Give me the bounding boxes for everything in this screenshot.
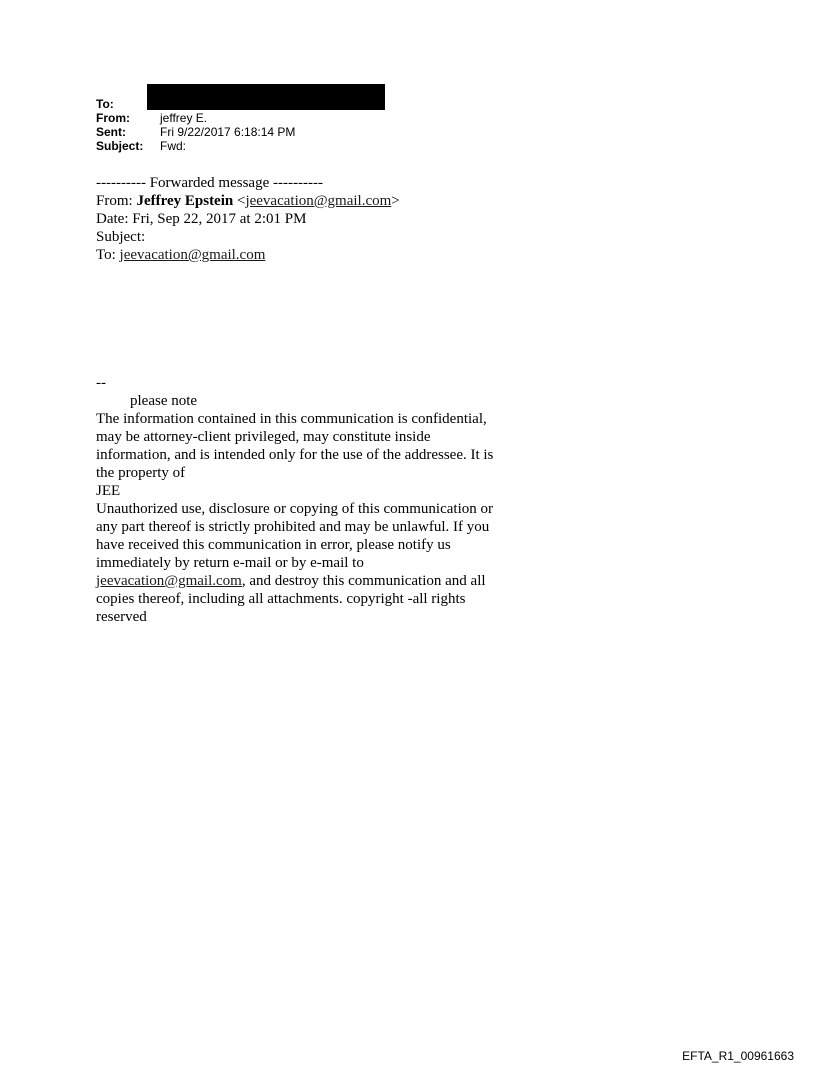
forward-to-email-link[interactable]: jeevacation@gmail.com bbox=[119, 247, 266, 263]
from-value: jeffrey E. bbox=[160, 111, 208, 125]
disclaimer-paragraph-2 bbox=[96, 500, 496, 626]
disclaimer-p2-start: Unauthorized use, disclosure or copying of this communication or any part thereof is strictly prohibited and may be unlawful. If you have received this communication in error, please notify us immediately by return e-mail or by e-mail to bbox=[96, 501, 493, 571]
disclaimer-email-link[interactable]: jeevacation@gmail.com bbox=[96, 573, 242, 589]
forward-subject-line: Subject: bbox=[96, 229, 146, 245]
disclaimer-paragraph-1: The information contained in this communication is confidential, may be attorney-client privileged, may constitute inside information, and is intended only for the use of the addressee. It is the property of bbox=[96, 411, 494, 481]
subject-label: Subject: bbox=[96, 139, 144, 153]
signature-note: please note bbox=[130, 393, 198, 409]
signature-dashes: -- bbox=[96, 375, 106, 391]
forward-to-line bbox=[96, 246, 496, 264]
disclaimer-p2-end: , and destroy this communication and all copies thereof, including all attachments. copyright -all rights reserved bbox=[96, 573, 486, 625]
blank-space bbox=[96, 264, 496, 374]
sent-label: Sent: bbox=[96, 125, 126, 139]
forward-from-gt: > bbox=[391, 193, 400, 209]
forward-date-line: Date: Fri, Sep 22, 2017 at 2:01 PM bbox=[96, 211, 307, 227]
disclaimer-owner: JEE bbox=[96, 483, 121, 499]
forward-from-lt: < bbox=[233, 193, 246, 209]
forward-from-email-link[interactable]: jeevacation@gmail.com bbox=[245, 193, 392, 209]
from-row bbox=[96, 111, 295, 125]
forward-to-prefix: To: bbox=[96, 247, 120, 263]
sent-row bbox=[96, 125, 295, 139]
forward-from-line bbox=[96, 192, 496, 210]
sent-value: Fri 9/22/2017 6:18:14 PM bbox=[160, 125, 296, 139]
from-label: From: bbox=[96, 111, 130, 125]
subject-row bbox=[96, 139, 295, 153]
to-label: To: bbox=[96, 97, 114, 111]
email-body bbox=[96, 174, 496, 626]
to-row bbox=[96, 97, 295, 111]
bates-number: EFTA_R1_00961663 bbox=[682, 1049, 794, 1063]
forward-from-prefix: From: bbox=[96, 193, 137, 209]
forward-divider: ---------- Forwarded message ---------- bbox=[96, 175, 323, 191]
subject-value: Fwd: bbox=[160, 139, 187, 153]
email-header bbox=[96, 97, 295, 153]
forward-from-name: Jeffrey Epstein bbox=[136, 193, 234, 209]
